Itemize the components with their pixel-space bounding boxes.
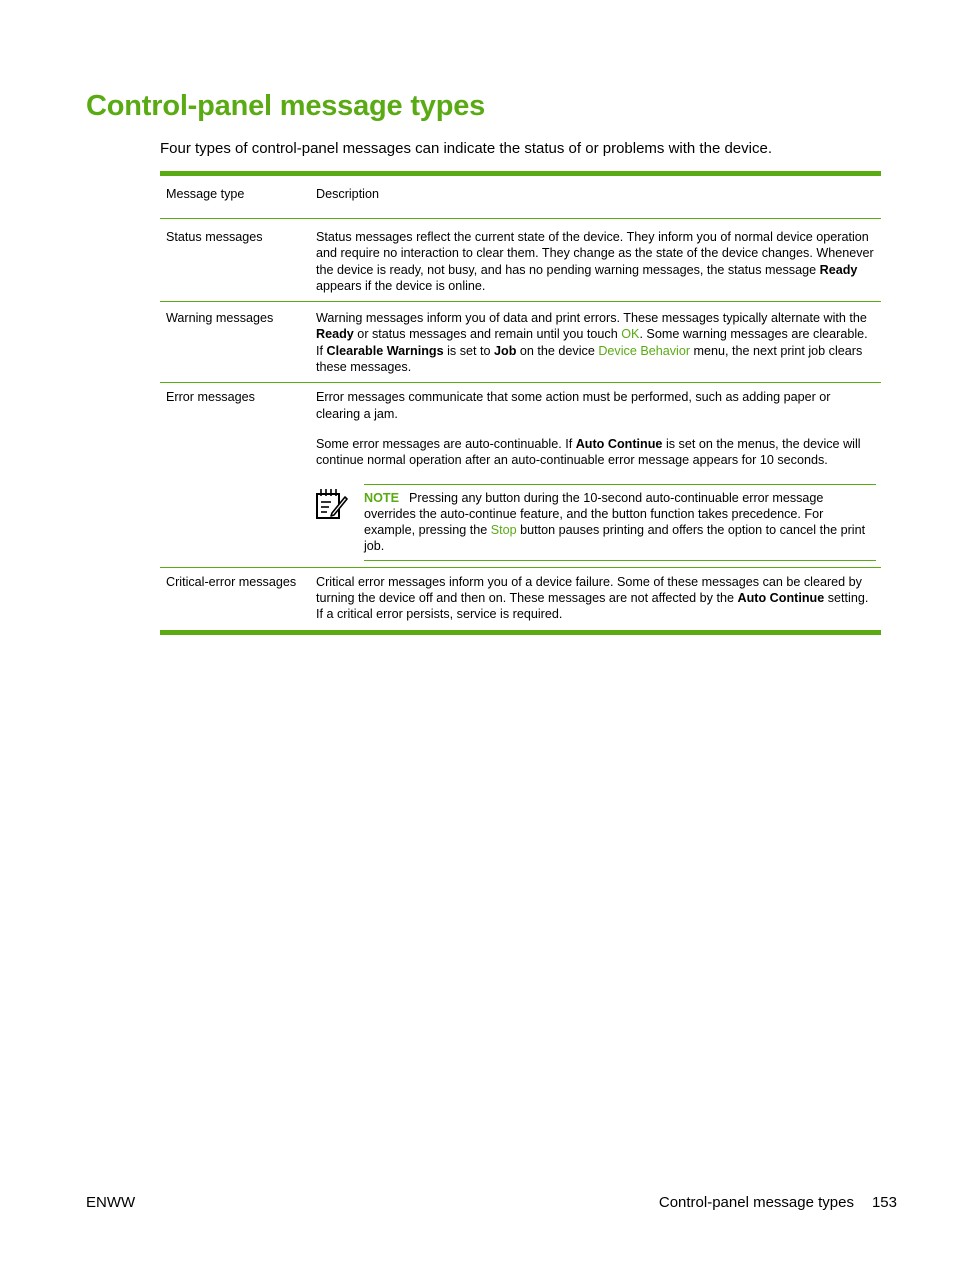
text-run: setting. If a critical error persists, service is required. xyxy=(316,591,869,622)
intro-text: Four types of control-panel messages can indicate the status of or problems with the device. xyxy=(160,140,772,157)
message-types-table xyxy=(160,171,881,635)
note-pencil-icon xyxy=(314,487,348,521)
note-label: NOTE xyxy=(364,490,399,505)
auto-continue-term: Auto Continue xyxy=(737,591,825,606)
row-description xyxy=(311,383,881,567)
error-description: Error messages communicate that some action must be performed, such as adding paper or clearing a jam. xyxy=(316,390,831,421)
ok-button-link[interactable]: OK xyxy=(621,327,640,342)
text-run: Critical error messages inform you of a device failure. Some of these messages can be cleared by turning the device off and then on. These messages are not affected by the xyxy=(316,574,862,606)
table-row-error xyxy=(160,383,881,567)
device-behavior-link[interactable]: Device Behavior xyxy=(598,343,691,358)
row-type-label: Critical-error messages xyxy=(160,567,311,632)
clearable-warnings-term: Clearable Warnings xyxy=(326,343,444,358)
table-row-status xyxy=(160,219,881,302)
text-run: appears if the device is online. xyxy=(316,278,486,293)
job-term: Job xyxy=(494,343,517,358)
footer-enww: ENWW xyxy=(86,1194,136,1211)
table-row-critical xyxy=(160,567,881,632)
note-box xyxy=(364,484,876,561)
text-run: is set to xyxy=(443,343,495,358)
page-title: Control-panel message types xyxy=(86,90,486,122)
text-run: or status messages and remain until you touch xyxy=(353,327,622,342)
status-description xyxy=(316,229,876,294)
auto-continue-description xyxy=(316,436,876,469)
text-run: Warning messages inform you of data and print errors. These messages typically alternate with the xyxy=(316,311,867,326)
row-type-label: Warning messages xyxy=(160,302,311,383)
stop-button-link[interactable]: Stop xyxy=(490,523,517,538)
row-description xyxy=(311,219,881,302)
row-description xyxy=(311,302,881,383)
header-description: Description xyxy=(316,187,379,201)
text-run: on the device xyxy=(516,343,599,358)
footer-section xyxy=(659,1193,897,1213)
text-run: . Some warning messages are clearable. If xyxy=(316,327,868,358)
text-run: Status messages reflect the current state of the device. They inform you of normal device operation and require no interaction to clear them. They change as the state of the device changes. Whenever the device is ready, not busy, and has no pending warning messages, the status message xyxy=(316,230,874,277)
page-number: 153 xyxy=(871,1194,897,1211)
text-run: button pauses printing and offers the option to cancel the print job. xyxy=(364,523,866,554)
text-run: is set on the menus, the device will continue normal operation after an auto-continuable error message appears for 10 seconds. xyxy=(316,436,861,468)
table-header-row xyxy=(160,174,881,219)
text-run: Some error messages are auto-continuable. If xyxy=(316,436,576,451)
row-type-label: Error messages xyxy=(160,383,311,567)
row-description xyxy=(311,567,881,632)
footer-section-title: Control-panel message types xyxy=(658,1194,854,1211)
text-run: Pressing any button during the 10-second auto-continuable error message overrides the auto-continue feature, and the button function takes precedence. For example, pressing the xyxy=(364,490,824,538)
warning-description xyxy=(316,310,876,375)
critical-description xyxy=(316,574,876,623)
ready-term: Ready xyxy=(316,327,354,342)
text-run: menu, the next print job clears these messages. xyxy=(316,343,863,375)
ready-term: Ready xyxy=(819,262,858,277)
row-type-label: Status messages xyxy=(160,219,311,302)
table-row-warning xyxy=(160,302,881,383)
header-message-type: Message type xyxy=(166,187,245,201)
auto-continue-term: Auto Continue xyxy=(575,436,663,451)
